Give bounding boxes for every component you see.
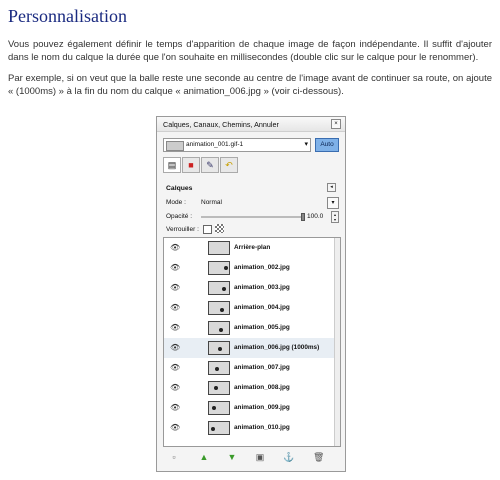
layer-row[interactable]	[164, 418, 340, 438]
configure-icon[interactable]: ◂	[327, 183, 336, 192]
opacity-slider[interactable]	[201, 216, 305, 218]
layer-row[interactable]	[164, 298, 340, 318]
section-label: Calques	[166, 185, 193, 192]
layer-thumbnail	[208, 401, 230, 415]
layer-row[interactable]	[164, 398, 340, 418]
layer-name: animation_010.jpg	[234, 424, 290, 431]
layer-thumbnail	[208, 341, 230, 355]
lower-layer-icon[interactable]: ▼	[227, 452, 237, 462]
image-select[interactable]	[163, 138, 311, 152]
undo-tab-icon[interactable]: ↶	[220, 157, 238, 173]
page-title: Personnalisation	[8, 6, 127, 26]
mode-select[interactable]: Normal	[201, 199, 222, 206]
opacity-label: Opacité :	[166, 213, 193, 220]
layer-name: animation_009.jpg	[234, 404, 290, 411]
layers-dialog	[156, 116, 346, 472]
eye-icon[interactable]: 👁	[170, 283, 181, 292]
eye-icon[interactable]: 👁	[170, 343, 181, 352]
layer-thumbnail	[208, 361, 230, 375]
opacity-slider-handle[interactable]	[301, 213, 305, 221]
raise-layer-icon[interactable]: ▲	[199, 452, 209, 462]
layer-name: animation_005.jpg	[234, 324, 290, 331]
auto-button[interactable]: Auto	[315, 138, 339, 152]
eye-icon[interactable]: 👁	[170, 303, 181, 312]
lock-pixels-checkbox[interactable]	[203, 225, 212, 234]
layer-row[interactable]	[164, 338, 340, 358]
close-icon[interactable]: ×	[331, 119, 341, 129]
layer-row[interactable]	[164, 258, 340, 278]
layer-thumbnail	[208, 281, 230, 295]
mode-label: Mode :	[166, 199, 186, 206]
layer-name: animation_003.jpg	[234, 284, 290, 291]
layer-name: Arrière-plan	[234, 244, 271, 251]
dialog-titlebar	[157, 117, 345, 132]
image-thumbnail	[166, 141, 184, 151]
layers-toolbar	[163, 451, 341, 465]
new-layer-icon[interactable]: ▫	[172, 452, 176, 462]
layer-name: animation_004.jpg	[234, 304, 290, 311]
layer-thumbnail	[208, 301, 230, 315]
duplicate-layer-icon[interactable]: ▣	[255, 452, 265, 462]
eye-icon[interactable]: 👁	[170, 363, 181, 372]
layer-row[interactable]	[164, 318, 340, 338]
example-paragraph: Par exemple, si on veut que la balle reste une seconde au centre de l'image avant de continuer sa route, on ajoute « (1000ms) » à la fin du nom du calque « animation_006.jpg » (voir ci-dessous).	[8, 73, 492, 97]
opacity-value[interactable]: 100.0	[307, 213, 324, 220]
layers-tab-icon[interactable]: ▤	[163, 157, 181, 173]
lock-label: Verrouiller :	[166, 226, 199, 233]
eye-icon[interactable]: 👁	[170, 423, 181, 432]
layer-row[interactable]	[164, 378, 340, 398]
layer-thumbnail	[208, 241, 230, 255]
layer-thumbnail	[208, 381, 230, 395]
spin-arrows-icon[interactable]: ▴ ▾	[331, 211, 339, 223]
layer-row[interactable]	[164, 358, 340, 378]
eye-icon[interactable]: 👁	[170, 403, 181, 412]
anchor-layer-icon[interactable]: ⚓	[283, 452, 295, 462]
layer-thumbnail	[208, 421, 230, 435]
layer-name: animation_008.jpg	[234, 384, 290, 391]
channels-tab-icon[interactable]: ■	[182, 157, 200, 173]
layer-thumbnail	[208, 261, 230, 275]
chevron-down-icon[interactable]: ▾	[327, 197, 339, 209]
intro-paragraph: Vous pouvez également définir le temps d'apparition de chaque image de façon indépendante. Il suffit d'ajouter dans le nom du calque la durée que l'on souhaite en millisecondes (double clic sur le calque pour le renommer).	[8, 39, 492, 63]
image-select-value: animation_001.gif-1	[186, 141, 244, 148]
layer-name: animation_002.jpg	[234, 264, 290, 271]
layers-scrollbar[interactable]	[334, 238, 340, 446]
chevron-down-icon: ▾	[304, 141, 308, 148]
layer-row[interactable]	[164, 278, 340, 298]
eye-icon[interactable]: 👁	[170, 383, 181, 392]
eye-icon[interactable]: 👁	[170, 243, 181, 252]
paths-tab-icon[interactable]: ✎	[201, 157, 219, 173]
eye-icon[interactable]: 👁	[170, 323, 181, 332]
layer-name: animation_006.jpg (1000ms)	[234, 344, 320, 351]
layer-row[interactable]	[164, 238, 340, 258]
eye-icon[interactable]: 👁	[170, 263, 181, 272]
layers-list	[163, 237, 341, 447]
layer-name: animation_007.jpg	[234, 364, 290, 371]
lock-alpha-icon[interactable]	[215, 224, 224, 233]
layer-thumbnail	[208, 321, 230, 335]
delete-layer-icon[interactable]: 🗑	[313, 452, 325, 462]
dialog-title: Calques, Canaux, Chemins, Annuler	[163, 120, 279, 129]
